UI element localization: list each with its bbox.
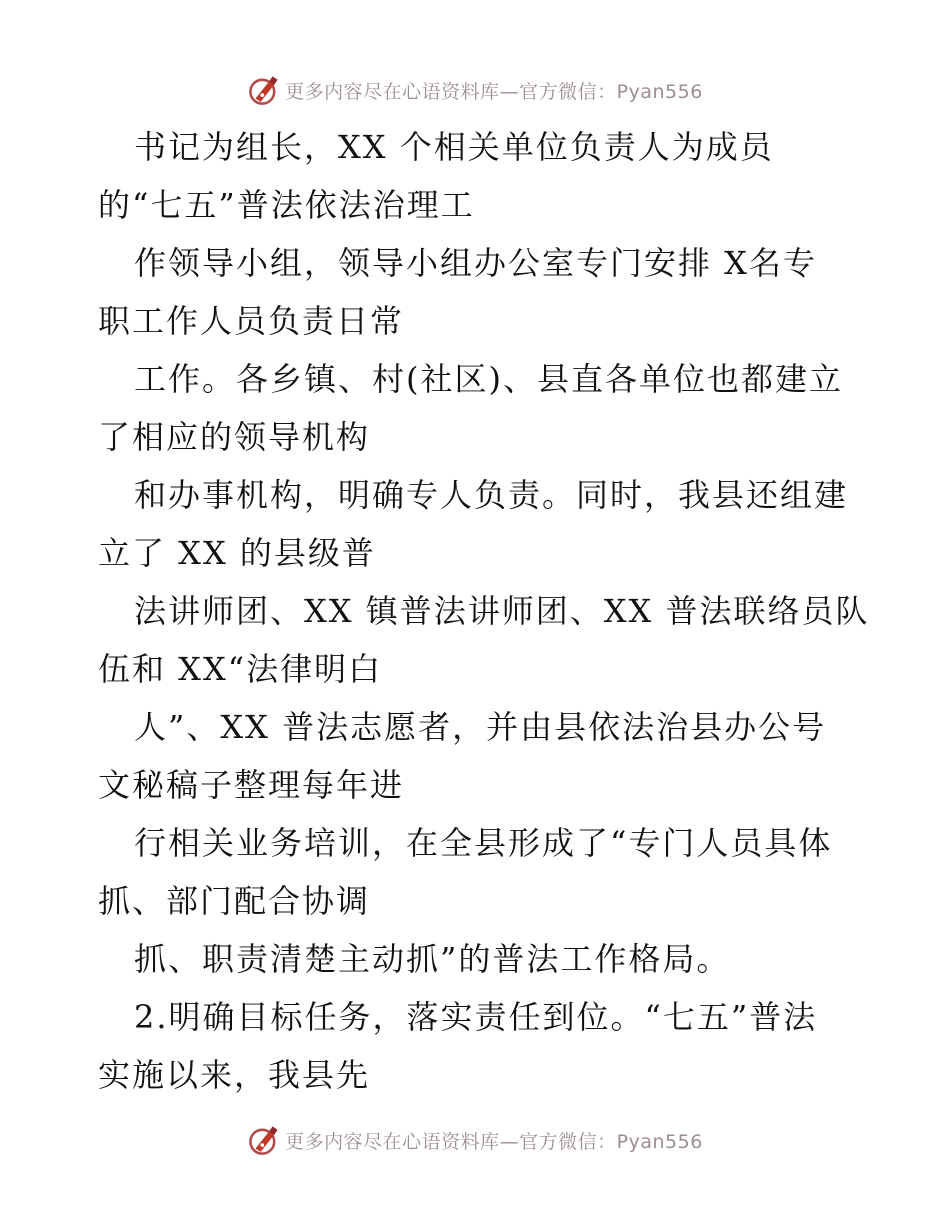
text-line: 和办事机构，明确专人负责。同时，我县还组建 [134,476,849,514]
header-watermark-text: 更多内容尽在心语资料库—官方微信：Pyan556 [285,80,703,103]
text-line: 法讲师团、XX 镇普法讲师团、XX 普法联络员队 [134,592,870,630]
text-line: 书记为组长，XX 个相关单位负责人为成员 [134,128,774,166]
text-line: 文秘稿子整理每年进 [98,766,405,804]
header-watermark [0,70,950,110]
text-line: 职工作人员负责日常 [98,302,405,340]
text-line: 伍和 XX“法律明白 [98,650,383,688]
pen-nib-logo-icon [247,73,281,107]
text-line: 抓、部门配合协调 [98,882,371,920]
text-line: 人”、XX 普法志愿者，并由县依法治县办公号 [134,708,827,746]
text-line: 2.明确目标任务，落实责任到位。“七五”普法 [134,998,818,1036]
document-body [98,118,870,1104]
text-line: 了相应的领导机构 [98,418,371,456]
text-line: 实施以来，我县先 [98,1056,371,1094]
text-line: 抓、职责清楚主动抓”的普法工作格局。 [134,940,731,978]
text-line: 作领导小组，领导小组办公室专门安排 X名专 [134,244,817,282]
text-line: 工作。各乡镇、村(社区)、县直各单位也都建立 [134,360,843,398]
text-line: 立了 XX 的县级普 [98,534,376,572]
text-line: 的“七五”普法依法治理工 [98,186,475,224]
footer-watermark-text: 更多内容尽在心语资料库—官方微信：Pyan556 [285,1130,703,1153]
footer-watermark [0,1120,950,1160]
pen-nib-logo-icon [247,1123,281,1157]
text-line: 行相关业务培训，在全县形成了“专门人员具体 [134,824,833,862]
